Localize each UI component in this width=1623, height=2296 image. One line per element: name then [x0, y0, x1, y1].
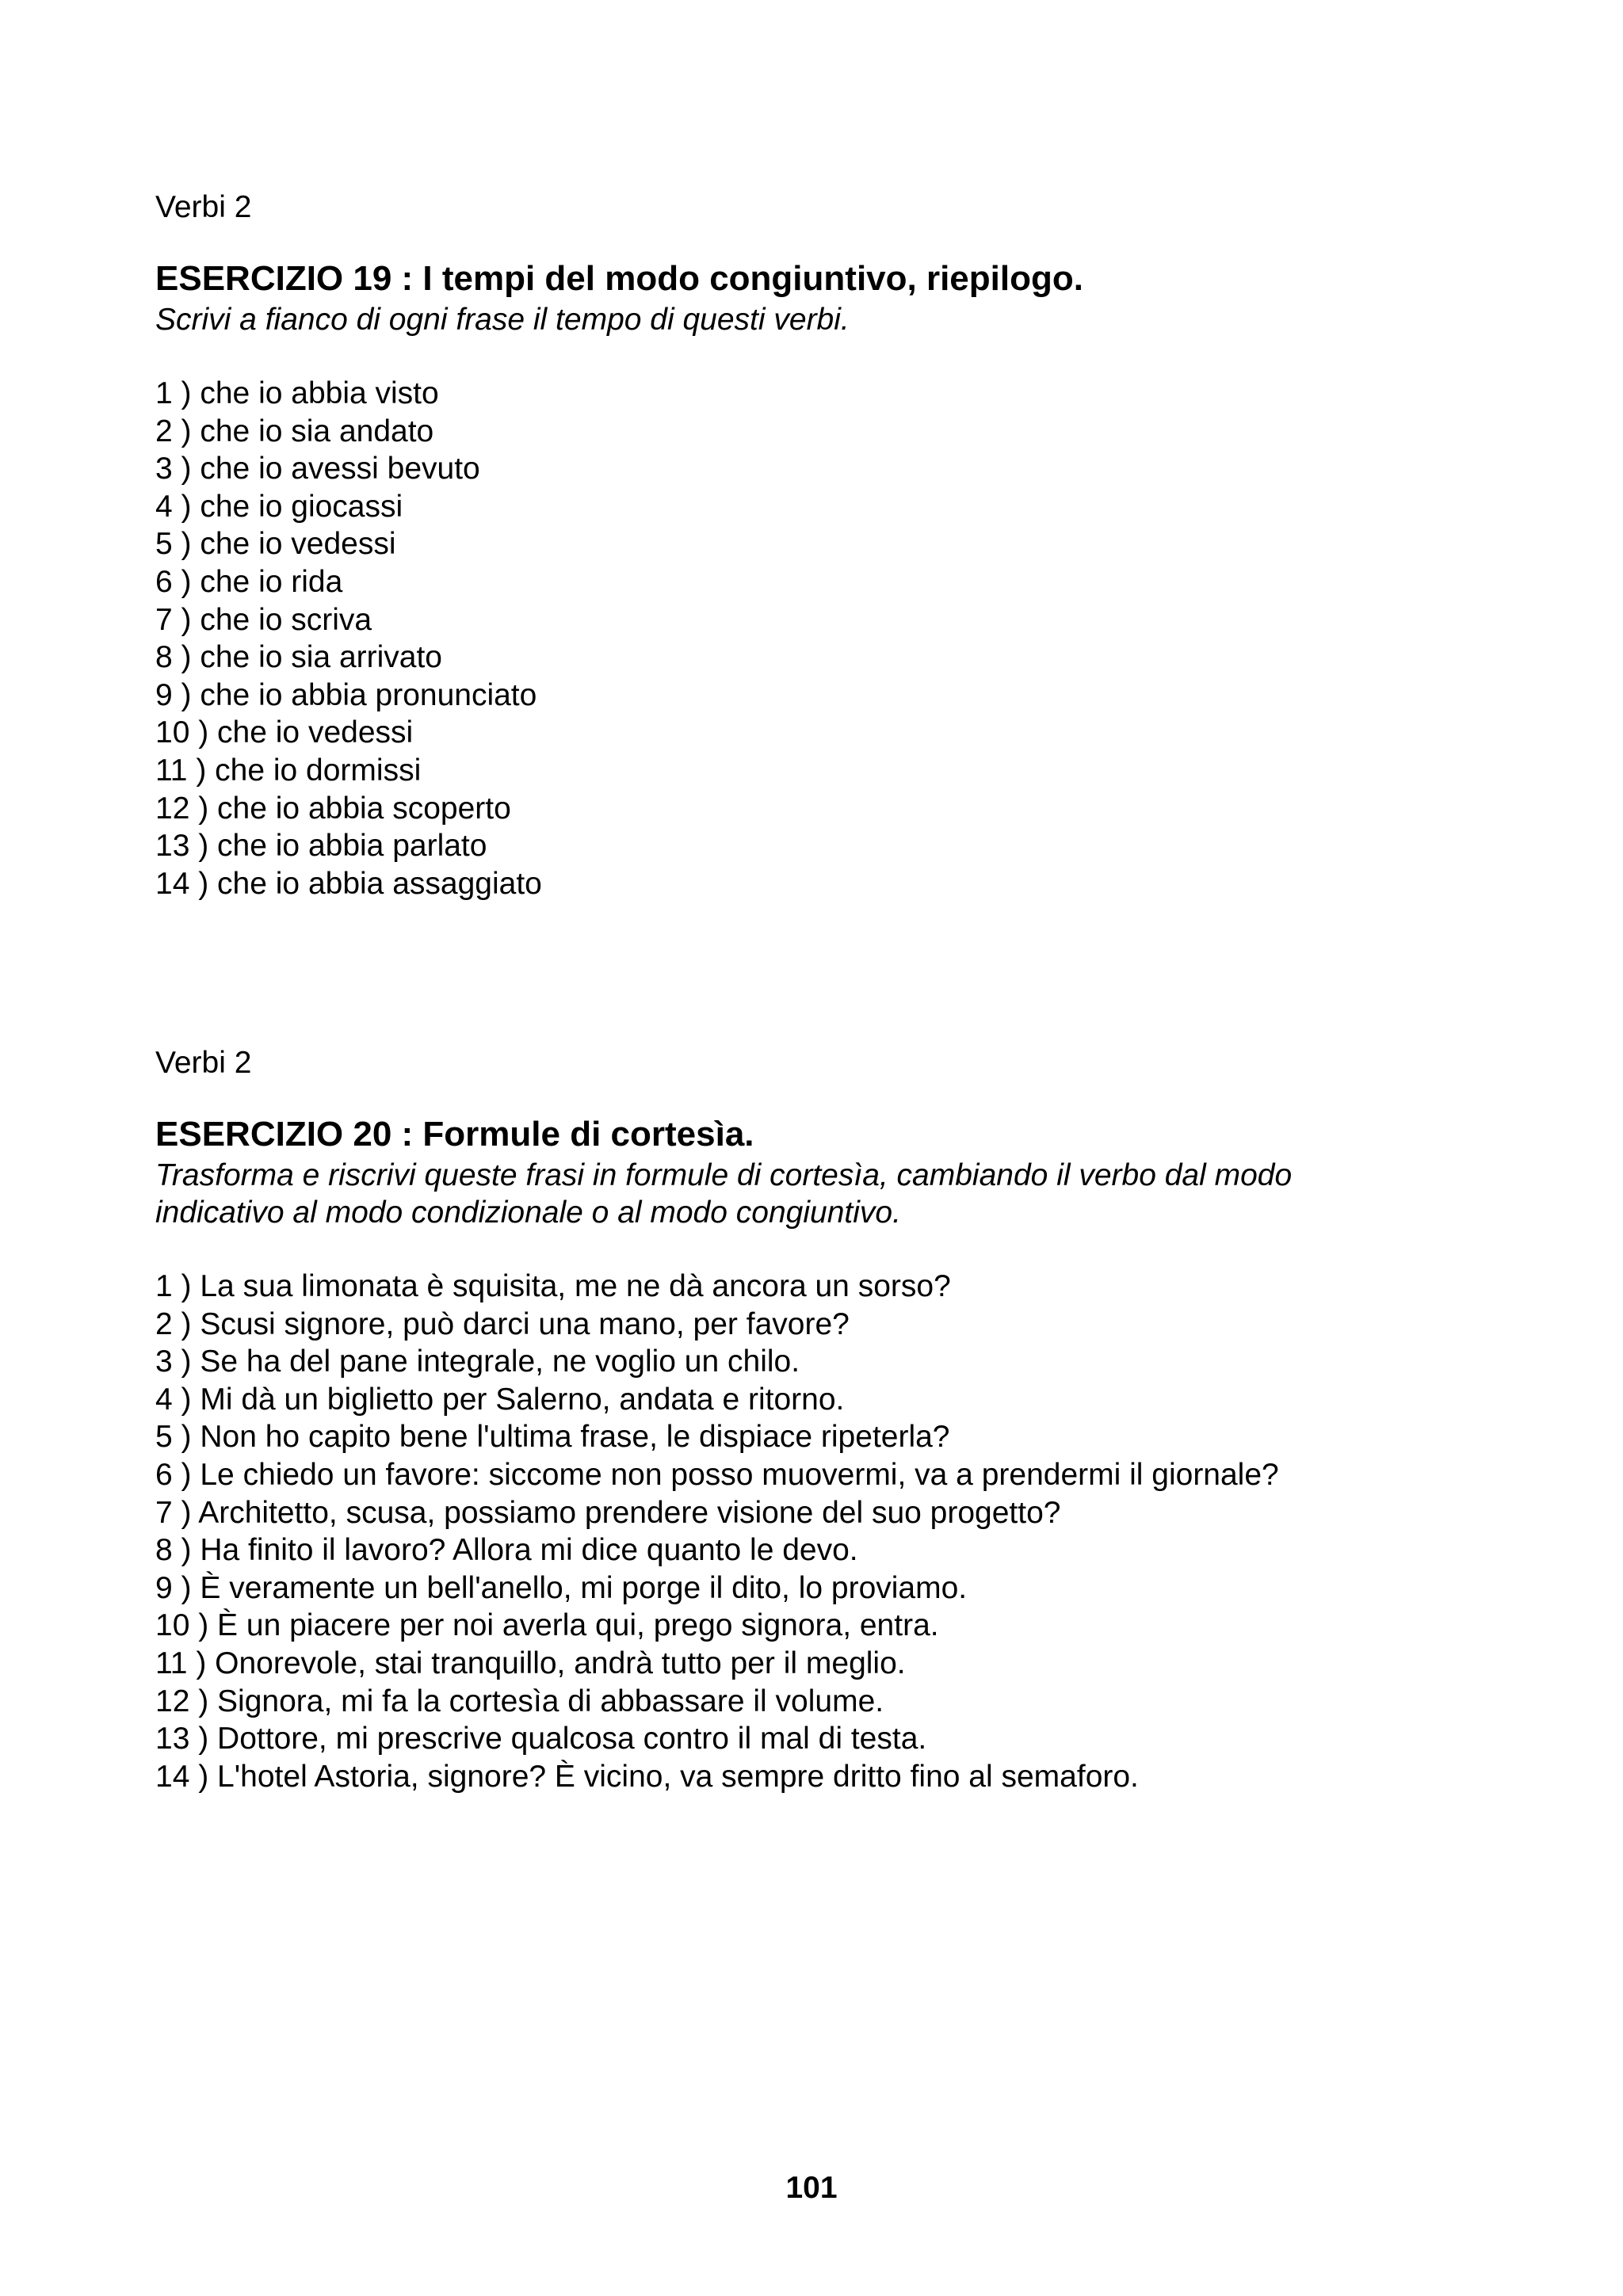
section-label: Verbi 2 — [155, 190, 252, 224]
list-item: 5 ) Non ho capito bene l'ultima frase, le dispiace ripeterla? — [155, 1420, 950, 1455]
list-item: 5 ) che io vedessi — [155, 527, 396, 562]
list-item: 9 ) È veramente un bell'anello, mi porge il dito, lo proviamo. — [155, 1570, 968, 1605]
list-item: 11 ) Onorevole, stai tranquillo, andrà tutto per il meglio. — [155, 1646, 906, 1680]
list-item: 4 ) che io giocassi — [155, 489, 403, 524]
exercise-19-list — [155, 375, 1503, 902]
list-item: 6 ) Le chiedo un favore: siccome non posso muovermi, va a prendermi il giornale? — [155, 1457, 1279, 1492]
list-item: 11 ) che io dormissi — [155, 753, 422, 788]
list-item: 4 ) Mi dà un biglietto per Salerno, andata e ritorno. — [155, 1382, 845, 1417]
list-item: 14 ) che io abbia assaggiato — [155, 866, 542, 901]
list-item: 1 ) La sua limonata è squisita, me ne dà ancora un sorso? — [155, 1269, 951, 1303]
list-item: 13 ) che io abbia parlato — [155, 829, 487, 864]
list-item: 1 ) che io abbia visto — [155, 376, 439, 410]
list-item: 10 ) È un piacere per noi averla qui, prego signora, entra. — [155, 1608, 939, 1643]
list-item: 3 ) che io avessi bevuto — [155, 452, 480, 486]
page-number: 101 — [785, 2171, 838, 2205]
list-item: 2 ) che io sia andato — [155, 414, 434, 448]
exercise-20-section — [155, 1044, 1503, 1795]
list-item: 8 ) Ha finito il lavoro? Allora mi dice quanto le devo. — [155, 1533, 858, 1568]
list-item: 7 ) Architetto, scusa, possiamo prendere visione del suo progetto? — [155, 1495, 1061, 1530]
list-item: 3 ) Se ha del pane integrale, ne voglio un chilo. — [155, 1344, 800, 1379]
list-item: 10 ) che io vedessi — [155, 715, 414, 750]
list-item: 6 ) che io rida — [155, 564, 343, 599]
list-item: 14 ) L'hotel Astoria, signore? È vicino, va sempre dritto fino al semaforo. — [155, 1759, 1139, 1794]
exercise-20-list — [155, 1268, 1503, 1795]
list-item: 8 ) che io sia arrivato — [155, 640, 442, 675]
list-item: 12 ) Signora, mi fa la cortesìa di abbassare il volume. — [155, 1684, 884, 1718]
list-item: 2 ) Scusi signore, può darci una mano, per favore? — [155, 1306, 850, 1341]
list-item: 13 ) Dottore, mi prescrive qualcosa contro il mal di testa. — [155, 1722, 927, 1756]
list-item: 9 ) che io abbia pronunciato — [155, 677, 537, 712]
section-label: Verbi 2 — [155, 1046, 252, 1080]
exercise-19-section — [155, 189, 1503, 902]
list-item: 12 ) che io abbia scoperto — [155, 791, 511, 826]
list-item: 7 ) che io scriva — [155, 602, 372, 637]
exercise-20-instructions: Trasforma e riscrivi queste frasi in formule di cortesìa, cambiando il verbo dal modo indicativo al modo condizionale o al modo congiuntivo. — [155, 1158, 1293, 1230]
exercise-19-instructions: Scrivi a fianco di ogni frase il tempo di questi verbi. — [155, 303, 850, 337]
exercise-19-title: ESERCIZIO 19 : I tempi del modo congiuntivo, riepilogo. — [155, 259, 1083, 298]
exercise-20-title: ESERCIZIO 20 : Formule di cortesìa. — [155, 1115, 754, 1154]
